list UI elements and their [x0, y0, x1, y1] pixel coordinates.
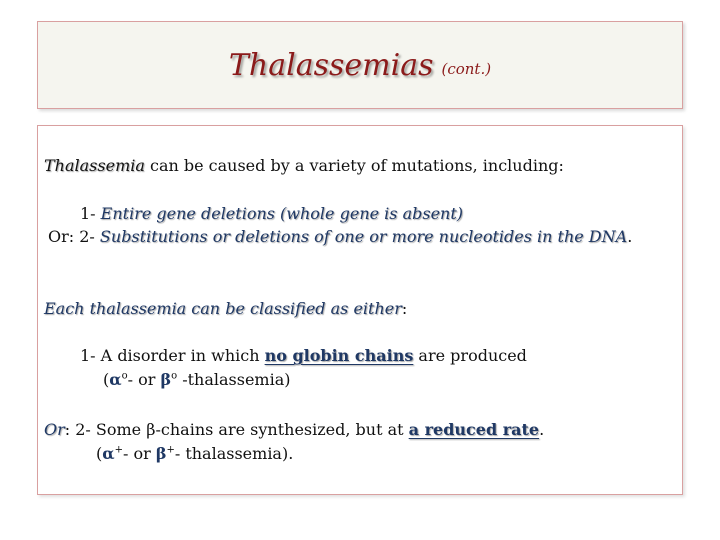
- beta-zero-sup: o: [171, 370, 178, 382]
- type-1-close: -thalassemia): [177, 370, 291, 389]
- cause-1-text: Entire gene deletions (whole gene is absent): [100, 204, 464, 223]
- cause-1-prefix: 1-: [80, 204, 101, 223]
- type-2-detail: [96, 444, 293, 463]
- title-box: [37, 21, 683, 109]
- type-2-open: (: [96, 444, 103, 463]
- alpha-plus-symbol: α: [102, 444, 115, 463]
- classify-suffix: :: [401, 299, 408, 318]
- cause-2-text: Substitutions or deletions of one or more nucleotides in the DNA: [99, 227, 628, 246]
- type-2-suffix: .: [539, 420, 545, 439]
- cause-2-prefix: Or: 2-: [48, 227, 100, 246]
- alpha-zero-sup: o: [121, 370, 128, 382]
- type-item-2: [44, 420, 544, 439]
- alpha-symbol: α: [109, 370, 122, 389]
- type-2-mid: - or: [122, 444, 156, 463]
- intro-text: can be caused by a variety of mutations, including:: [144, 156, 564, 175]
- cause-2-suffix: .: [627, 227, 633, 246]
- type-1-prefix: 1- A disorder in which: [80, 346, 265, 365]
- beta-plus-symbol: β: [155, 444, 167, 463]
- type-1-emphasis: no globin chains: [264, 346, 414, 365]
- type-2-emphasis: a reduced rate: [408, 420, 540, 439]
- content-box: [37, 125, 683, 495]
- type-2-prefix: : 2- Some: [64, 420, 147, 439]
- intro-term: Thalassemia: [44, 156, 145, 175]
- intro-line: [44, 156, 564, 175]
- type-1-open: (: [103, 370, 110, 389]
- type-2-text: -chains are synthesized, but at: [155, 420, 409, 439]
- alpha-plus-sup: +: [114, 444, 123, 456]
- type-2-close: - thalassemia).: [174, 444, 294, 463]
- cause-item-2: [48, 227, 632, 246]
- type-item-1: [80, 346, 527, 365]
- beta-symbol: β: [160, 370, 172, 389]
- type-1-rest: are produced: [413, 346, 527, 365]
- classify-line: [44, 299, 407, 318]
- page-subtitle: (cont.): [441, 60, 492, 78]
- cause-item-1: [80, 204, 463, 223]
- classify-text: Each thalassemia can be classified as either: [44, 299, 402, 318]
- or-label: Or: [44, 420, 65, 439]
- beta-plus-sup: +: [166, 444, 175, 456]
- beta-inline-symbol: β: [146, 420, 156, 439]
- type-1-mid: - or: [127, 370, 161, 389]
- type-1-detail: [103, 370, 291, 389]
- page-title: Thalassemias: [228, 47, 434, 83]
